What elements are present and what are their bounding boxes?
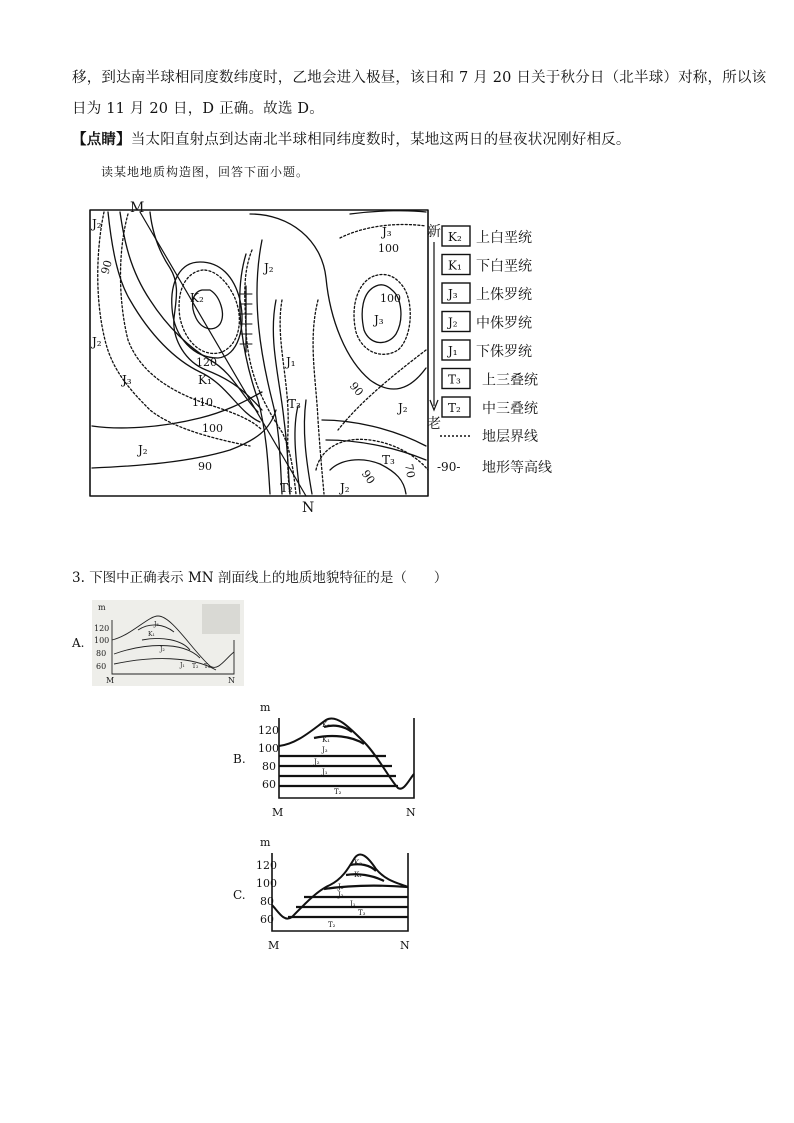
option-a-letter[interactable]: A.: [72, 636, 85, 650]
c-layer-label: J₂: [338, 891, 344, 899]
c-layer-label: T₃: [358, 909, 366, 917]
question-text: 下图中正确表示 MN 剖面线上的地质地貌特征的是（ ）: [89, 570, 448, 586]
contour-label-100: 100: [380, 292, 401, 305]
contour-line-120: [172, 262, 242, 358]
legend-item: [442, 369, 538, 389]
contour-label-90: 90: [198, 460, 212, 473]
a-layer-label: J₂: [160, 646, 165, 653]
legend-item: [442, 312, 532, 332]
b-layer-label: J₂: [314, 758, 320, 766]
contour-line: [304, 400, 312, 494]
a-tick: 80: [96, 649, 107, 658]
contour-label-70: 70: [402, 463, 418, 480]
explanation-line-1: 移，到达南半球相同度数纬度时，乙地会进入极昼，该日和 7 月 20 日关于秋分日（北半球）对称，所以该: [72, 70, 767, 86]
c-tick: 120: [256, 859, 277, 872]
option-c-profile[interactable]: [252, 835, 420, 957]
contour-label-90: 90: [98, 258, 115, 276]
mn-section-line: [140, 212, 306, 496]
contour-label-90: 90: [358, 467, 378, 487]
tip-label: 【点睛】: [72, 131, 131, 148]
boundary-k1-j1: [245, 250, 296, 494]
a-label-n: N: [228, 676, 235, 685]
c-layer-label: J₃: [338, 883, 344, 891]
a-tick: 100: [94, 636, 110, 645]
option-a-profile[interactable]: [92, 600, 244, 686]
tip-paragraph: [72, 130, 631, 150]
legend-item-code: K₂: [448, 230, 462, 244]
legend-contour-symbol: -90-: [437, 460, 461, 474]
legend-item-name: 上三叠统: [482, 372, 538, 389]
label-t3: T₃: [288, 397, 301, 411]
label-m: M: [130, 200, 145, 216]
contour-line-100-top: [350, 211, 426, 214]
boundary-k2-k1: [179, 270, 239, 353]
label-j2: J₂: [92, 217, 102, 231]
legend-item-name: 中三叠统: [482, 401, 538, 417]
legend-item-code: J₂: [448, 315, 458, 330]
a-layer-label: J₁: [180, 662, 185, 669]
b-unit: m: [260, 701, 271, 714]
c-tick: 80: [260, 895, 274, 908]
legend-item-code: J₃: [448, 287, 458, 301]
label-j3: J₃: [382, 225, 392, 239]
label-j2: J₂: [340, 481, 350, 495]
label-n: N: [302, 500, 315, 516]
c-label-n: N: [400, 939, 410, 952]
legend-contour-label: 地形等高线: [482, 460, 552, 476]
b-label-n: N: [406, 806, 416, 819]
geologic-structure-map: [80, 193, 560, 518]
legend-old: 老: [427, 416, 441, 432]
legend-item-name: 中侏罗统: [476, 315, 532, 332]
label-k1: K₁: [198, 373, 212, 387]
b-layer-label: K₁: [322, 736, 331, 744]
b-tick: 60: [262, 778, 276, 791]
c-layer-label: K₁: [354, 871, 363, 879]
label-k2: K₂: [190, 291, 204, 305]
option-b-profile[interactable]: [252, 700, 420, 822]
legend-item: [442, 255, 532, 275]
a-tick: 60: [96, 662, 107, 671]
c-layer-label: J₁: [350, 900, 356, 908]
c-unit: m: [260, 836, 271, 849]
contour-line: [257, 240, 282, 494]
tip-text: 当太阳直射点到达南北半球相同纬度数时，某地这两日的昼夜状况刚好相反。: [130, 132, 631, 148]
legend-item: [442, 226, 532, 246]
a-layer-label: K₁: [148, 631, 155, 638]
a-unit: m: [98, 603, 106, 612]
label-t3: T₃: [382, 453, 395, 467]
boundary-j1-j2-east: [313, 300, 324, 494]
contour-line-90: [92, 410, 276, 468]
b-tick: 120: [258, 724, 279, 737]
a-layer-label: T₂: [192, 663, 199, 670]
legend-item: [442, 283, 532, 303]
legend-item-name: 下白垩统: [476, 258, 532, 275]
question-number: 3.: [72, 570, 85, 586]
legend-item: [442, 397, 538, 417]
a-label-m: M: [106, 676, 115, 685]
b-tick: 80: [262, 760, 276, 773]
label-j2: J₂: [264, 261, 274, 275]
reading-intro: 读某地地质构造图，回答下面小题。: [101, 165, 310, 179]
option-b-letter[interactable]: B.: [233, 752, 246, 766]
c-layer-label: K₂: [354, 859, 363, 867]
label-j2: J₂: [92, 335, 102, 349]
legend-item: [442, 340, 532, 360]
b-layer-label: J₃: [322, 746, 328, 754]
a-layer-label: J₃: [154, 621, 159, 628]
c-layer-label: T₂: [328, 921, 336, 929]
label-j2: J₂: [138, 443, 148, 457]
legend-item-code: J₁: [448, 344, 458, 358]
contour-label-100: 100: [202, 422, 223, 435]
contour-line: [322, 420, 426, 446]
legend-item-name: 上侏罗统: [476, 287, 532, 303]
b-tick: 100: [258, 742, 279, 755]
c-tick: 60: [260, 913, 274, 926]
legend-item-name: 上白垩统: [476, 230, 532, 246]
label-j1: J₁: [286, 355, 296, 369]
label-j3: J₃: [374, 313, 384, 327]
map-legend: [427, 224, 552, 476]
b-layer-label: J₁: [322, 768, 328, 776]
a-layer-label: T₃: [204, 663, 211, 670]
b-label-m: M: [272, 806, 284, 819]
c-label-m: M: [268, 939, 280, 952]
legend-new: 新: [427, 224, 441, 240]
contour-label-90: 90: [346, 379, 366, 399]
b-layer-label: T₂: [334, 788, 342, 796]
a-tick: 120: [94, 624, 110, 633]
label-j3: J₃: [122, 373, 132, 387]
label-t2: T₂: [280, 481, 293, 495]
contour-line: [120, 212, 258, 412]
contour-label-110: 110: [192, 396, 213, 409]
contour-label-120: 120: [196, 356, 217, 369]
legend-item-name: 下侏罗统: [476, 344, 532, 360]
option-c-letter[interactable]: C.: [233, 888, 246, 902]
contour-line: [108, 212, 260, 422]
legend-item-code: T₂: [448, 401, 461, 415]
legend-item-code: T₃: [448, 372, 461, 387]
legend-boundary-label: 地层界线: [482, 429, 538, 445]
b-layer-label: K₂: [322, 721, 331, 729]
explanation-line-2: 日为 11 月 20 日，D 正确。故选 D。: [72, 101, 324, 117]
question-3: [72, 566, 447, 586]
label-j2: J₂: [398, 401, 408, 415]
contour-label-100: 100: [378, 242, 399, 255]
contour-line-100: [92, 392, 262, 428]
legend-item-code: K₁: [448, 258, 462, 273]
c-tick: 100: [256, 877, 277, 890]
